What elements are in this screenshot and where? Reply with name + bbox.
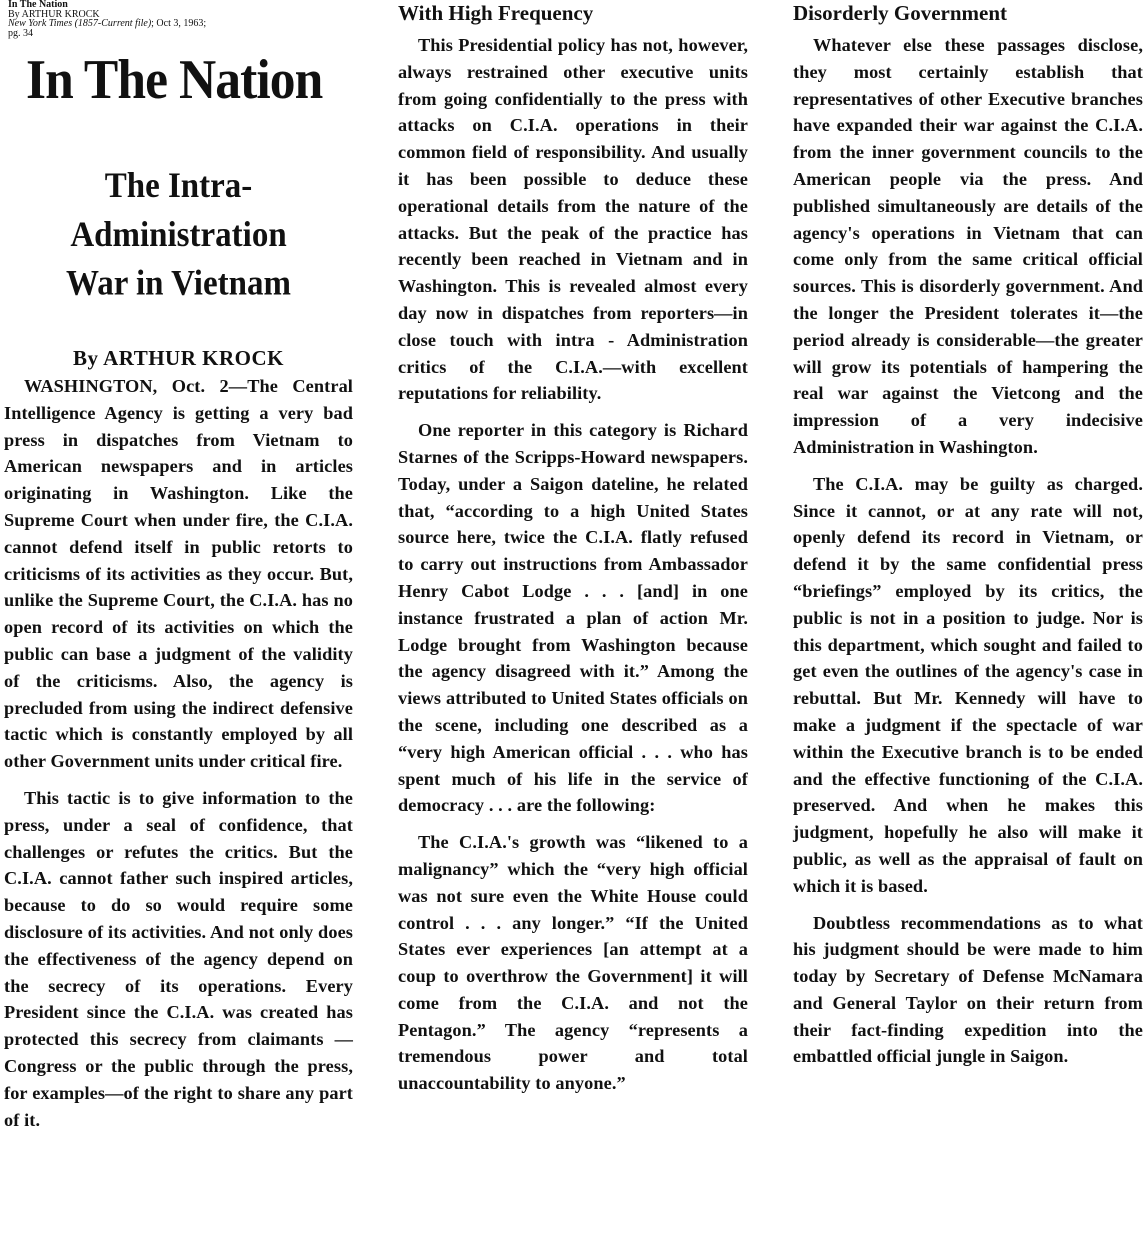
column-1 xyxy=(4,0,353,1143)
paragraph: Doubtless recommendations as to what his judgment should be were made to him today by Secretary of Defense McNamara and General Taylor on their return from their fact-finding expedition into the embattled official jungle in Saigon. xyxy=(793,912,1143,1067)
paragraph: One reporter in this category is Richard Starnes of the Scripps-Howard newspapers. Today, under a Saigon dateline, he related that, “according to a high United States source here, twice the C.I.A. flatly refused to carry out instructions from Ambassador Henry Cabot Lodge . . . [and] in one instance frustrated a plan of action Mr. Lodge brought from Washington because the agency disagreed with it.” Among the views attributed to United States officials on the scene, including one described as a “very high American official . . . who has spent much of his life in the service of democracy . . . are the following: xyxy=(398,420,748,816)
section-heading: With High Frequency xyxy=(398,1,594,25)
subheadline-line-2: War in Vietnam xyxy=(66,264,291,303)
citation-source: New York Times (1857-Current file) xyxy=(8,18,152,29)
section-heading: Disorderly Government xyxy=(793,1,1008,25)
paragraph xyxy=(4,373,353,775)
paragraph: Whatever else these passages disclose, they most certainly establish that representatives of other Executive branches have expanded their war against the C.I.A. from the inner government councils to the American people via the press. And published simultaneously are details of the agency's operations in Vietnam that can come only from the same critical official sources. This is disorderly government. And the longer the President tolerates it—the period already is considerable—the greater will grow its potentials of hampering the real war against the Vietcong and the impression of a very indecisive Administration in Washington. xyxy=(793,35,1143,457)
column-2 xyxy=(398,0,748,1107)
citation-title: In The Nation xyxy=(8,0,68,10)
paragraph: The C.I.A.'s growth was “likened to a malignancy” which the “very high official was not sure even the White House could control . . . any longer.” “If the United States ever experiences [an attempt at a coup to overthrow the Government] it will come from the C.I.A. and not the Pentagon.” The agency “represents a tremendous power and total unaccountability to anyone.” xyxy=(398,832,748,1094)
subheadline xyxy=(4,163,353,309)
paragraph: This Presidential policy has not, however, always restrained other executive units from going confidentially to the press with attacks on C.I.A. operations in their common field of responsibility. And usually it has been possible to deduce these operational details from the nature of the attacks. But the peak of the practice has recently been reached in Vietnam and in Washington. This is revealed almost every day now in dispatches from reporters—in close touch with intra - Administration critics of the C.I.A.—with excellent reputations for reliability. xyxy=(398,35,748,404)
citation-byline: By ARTHUR KROCK xyxy=(8,8,100,20)
dateline: WASHINGTON, Oct. 2— xyxy=(24,376,248,396)
column-3 xyxy=(793,0,1143,1080)
citation-page: pg. 34 xyxy=(8,27,33,39)
citation-block xyxy=(8,0,353,38)
citation-date: ; Oct 3, 1963; xyxy=(151,18,207,29)
headline: In The Nation xyxy=(26,49,323,111)
paragraph: The C.I.A. may be guilty as charged. Since it cannot, or at any rate will not, openly defend its record in Vietnam, or defend it by the same confidential press “briefings” employed by its critics, the public is not in a position to judge. Nor is this department, which sought and failed to get even the outlines of the agency's case in rebuttal. But Mr. Kennedy will have to make a judgment if the spectacle of war within the Executive branch is to be ended and the effective functioning of the C.I.A. preserved. And when he makes this judgment, hopefully he also will make it public, as well as the appraisal of fault on which it is based. xyxy=(793,473,1143,896)
subheadline-line-1: The Intra-Administration xyxy=(70,166,287,255)
paragraph-text: The Central Intelligence Agency is getting a very bad press in dispatches from Vietnam to American newspapers and in articles originating in Washington. Like the Supreme Court when under fire, the C.I.A. cannot defend itself in public retorts to criticisms of its activities as they occur. But, unlike the Supreme Court, the C.I.A. has no open record of its activities on which the public can base a judgment of the validity of the criticisms. Also, the agency is precluded from using the indirect defensive tactic which is constantly employed by all other Government units under critical fire. xyxy=(4,376,353,772)
author-byline: By ARTHUR KROCK xyxy=(73,346,284,370)
paragraph: This tactic is to give information to the press, under a seal of confidence, that challenges or refutes the critics. But the C.I.A. cannot father such inspired articles, because to do so would require some disclosure of its activities. And not only does the effectiveness of the agency depend on the secrecy of its operations. Every President since the C.I.A. was created has protected this secrecy from claimants — Congress or the public through the press, for examples—of the right to share any part of it. xyxy=(4,787,353,1130)
